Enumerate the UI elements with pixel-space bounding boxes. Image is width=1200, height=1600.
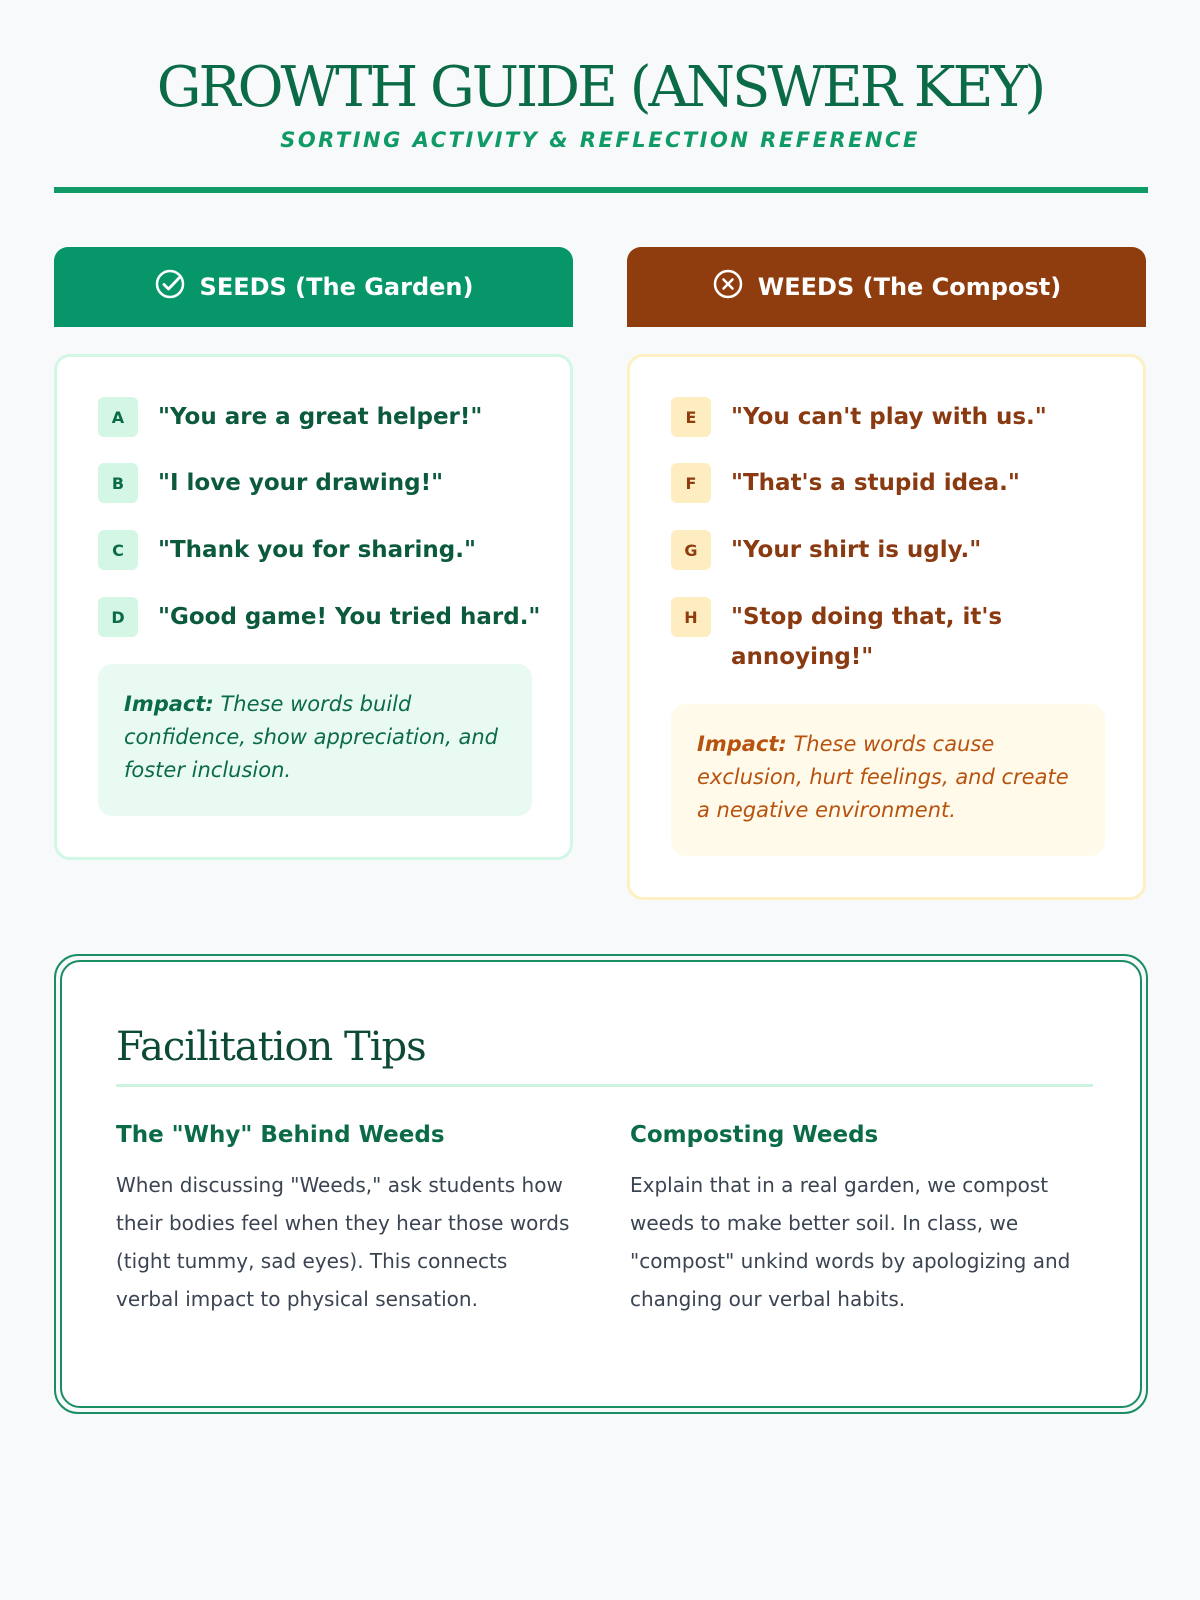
seeds-card	[54, 354, 573, 860]
impact-text: These words cause exclusion, hurt feelings, and create a negative environment.	[697, 732, 1069, 822]
weed-item	[671, 397, 1071, 437]
tip-heading: Composting Weeds	[630, 1122, 879, 1148]
seed-item	[98, 597, 540, 637]
facilitation-tips-box	[54, 954, 1148, 1414]
seed-phrase: "I love your drawing!"	[158, 470, 444, 496]
item-letter-badge: F	[671, 463, 711, 503]
header-divider	[54, 187, 1148, 193]
x-circle-icon	[712, 268, 744, 306]
impact-text: These words build confidence, show appreciation, and foster inclusion.	[124, 692, 499, 782]
weed-item	[671, 463, 1071, 503]
check-circle-icon	[154, 268, 186, 306]
tips-divider	[116, 1084, 1093, 1087]
item-letter-badge: G	[671, 530, 711, 570]
item-letter-badge: E	[671, 397, 711, 437]
weed-phrase: "That's a stupid idea."	[731, 470, 1020, 496]
seeds-header-label: SEEDS (The Garden)	[199, 273, 474, 301]
tip-composting-weeds	[630, 1122, 1090, 1318]
tip-heading: The "Why" Behind Weeds	[116, 1122, 445, 1148]
seed-phrase: "Good game! You tried hard."	[158, 604, 541, 630]
item-letter-badge: H	[671, 597, 711, 637]
seed-item	[98, 463, 443, 503]
seeds-impact-note	[98, 664, 532, 816]
tips-title: Facilitation Tips	[116, 1024, 426, 1070]
weeds-header-label: WEEDS (The Compost)	[757, 273, 1062, 301]
weed-phrase: "You can't play with us."	[731, 404, 1047, 430]
impact-label: Impact:	[697, 732, 787, 756]
tip-why-behind-weeds	[116, 1122, 576, 1318]
item-letter-badge: A	[98, 397, 138, 437]
seeds-header	[54, 247, 573, 327]
page-subtitle: SORTING ACTIVITY & REFLECTION REFERENCE	[280, 128, 920, 152]
seed-item	[98, 397, 482, 437]
tip-body: Explain that in a real garden, we compost weeds to make better soil. In class, we "compost" unkind words by apologizing and changing our verbal habits.	[630, 1173, 1071, 1311]
tip-body: When discussing "Weeds," ask students how their bodies feel when they hear those words (tight tummy, sad eyes). This connects verbal impact to physical sensation.	[116, 1173, 570, 1311]
impact-label: Impact:	[124, 692, 214, 716]
page-title: GROWTH GUIDE (ANSWER KEY)	[156, 55, 1044, 120]
seed-phrase: "You are a great helper!"	[158, 404, 483, 430]
item-letter-badge: D	[98, 597, 138, 637]
item-letter-badge: C	[98, 530, 138, 570]
weeds-impact-note	[671, 704, 1105, 856]
seed-phrase: "Thank you for sharing."	[158, 537, 476, 563]
facilitation-tips-inner	[60, 960, 1142, 1408]
item-letter-badge: B	[98, 463, 138, 503]
weed-phrase: "Your shirt is ugly."	[731, 537, 982, 563]
weed-item	[671, 597, 1071, 677]
seed-item	[98, 530, 476, 570]
weed-phrase: "Stop doing that, it's annoying!"	[731, 604, 1003, 670]
weed-item	[671, 530, 1071, 570]
weeds-header	[627, 247, 1146, 327]
weeds-card	[627, 354, 1146, 900]
